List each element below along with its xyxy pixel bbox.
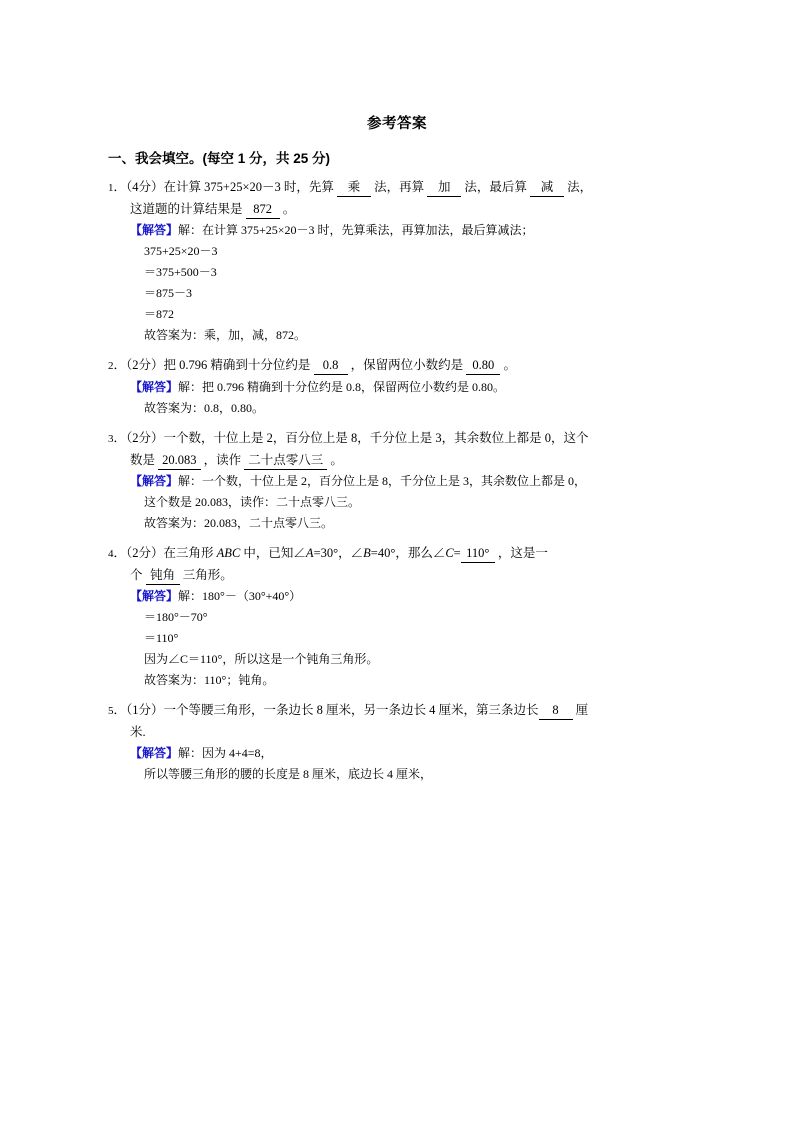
question-number-separator: ．: [113, 358, 127, 372]
math-variable: C: [445, 546, 454, 560]
solution-text: 解：180°－（30°+40°）: [178, 589, 302, 603]
page-title: 参考答案: [367, 116, 427, 132]
solution-text: 解：在计算 375+25×20－3 时，先算乘法，再算加法，最后算减法；: [178, 223, 534, 237]
question-line: [108, 355, 686, 377]
question-line-continued: [108, 565, 686, 586]
question-block: [108, 700, 686, 785]
math-variable: B: [363, 546, 371, 560]
question-text: 。: [327, 453, 343, 467]
question-text: =30°，∠: [313, 546, 364, 560]
question-text: 一个数，十位上是 2，百分位上是 8，千分位上是 3，其余数位上都是 0，这个: [163, 431, 589, 445]
question-line: [108, 543, 686, 565]
question-text: 中，已知∠: [240, 546, 306, 560]
solution-line: ＝875－3: [144, 286, 193, 300]
question-line-continued: [108, 722, 686, 743]
question-number-separator: ．: [113, 703, 127, 717]
solution-line: 故答案为：0.8，0.80。: [144, 401, 265, 415]
question-text: =40°，那么∠: [370, 546, 446, 560]
questions-container: [108, 177, 686, 785]
question-text: ，保留两位小数约是: [347, 358, 467, 372]
solution-line: 故答案为：乘，加，减，872。: [144, 328, 307, 342]
question-text: 法，: [564, 180, 593, 194]
answer-blank: 减: [530, 179, 564, 197]
question-text: 把 0.796 精确到十分位约是: [163, 358, 314, 372]
question-text: =: [453, 546, 461, 560]
question-text: 这道题的计算结果是: [130, 202, 246, 216]
solution-line: ＝872: [144, 307, 175, 321]
question-block: [108, 428, 686, 534]
answer-blank: 加: [427, 179, 461, 197]
solution-first-line: [108, 471, 686, 492]
question-text: 数是: [130, 453, 159, 467]
question-text: 。: [279, 202, 296, 216]
question-text: 在计算 375+25×20－3 时，先算: [163, 180, 338, 194]
question-number: 1: [108, 182, 114, 194]
question-score: （2分）: [126, 546, 164, 560]
solution-line: 所以等腰三角形的腰的长度是 8 厘米，底边长 4 厘米，: [144, 767, 433, 781]
question-number-separator: ．: [113, 180, 127, 194]
question-text: 法，最后算: [461, 180, 531, 194]
question-number-separator: ．: [113, 431, 127, 445]
answer-blank: 二十点零八三: [244, 452, 327, 470]
answer-blank: 0.8: [314, 357, 348, 375]
solution-first-line: [108, 743, 686, 764]
answer-blank: 乘: [337, 179, 371, 197]
solution-tag: 【解答】: [130, 380, 179, 394]
question-line: [108, 700, 686, 722]
solution-text: 解：因为 4+4=8，: [178, 746, 273, 760]
solution-text: 解：一个数，十位上是 2，百分位上是 8，千分位上是 3，其余数位上都是 0，: [178, 474, 587, 488]
solution-first-line: [108, 220, 686, 241]
solution-tag: 【解答】: [130, 474, 179, 488]
question-text: ，读作: [200, 453, 245, 467]
answer-blank: 8: [539, 702, 573, 720]
answer-blank: 110°: [461, 545, 495, 563]
math-variable: ABC: [216, 546, 241, 560]
solution-first-line: [108, 377, 686, 398]
solution-tag: 【解答】: [130, 746, 179, 760]
question-text: 一个等腰三角形，一条边长 8 厘米，另一条边长 4 厘米，第三条边长: [163, 703, 539, 717]
solution-line: 故答案为：110°；钝角。: [144, 673, 275, 687]
solution-tag: 【解答】: [130, 589, 179, 603]
answer-blank: 872: [246, 201, 280, 219]
solution-line: 这个数是 20.083，读作：二十点零八三。: [144, 495, 361, 509]
question-block: [108, 543, 686, 691]
solution-tag: 【解答】: [130, 223, 179, 237]
solution-line: ＝110°: [144, 631, 179, 645]
question-score: （2分）: [126, 358, 164, 372]
question-block: [108, 355, 686, 419]
question-number-separator: ．: [113, 546, 127, 560]
question-line-continued: [108, 199, 686, 220]
solution-line: 故答案为：20.083，二十点零八三。: [144, 516, 334, 530]
solution-first-line: [108, 586, 686, 607]
question-text: 三角形。: [179, 568, 233, 582]
math-variable: A: [305, 546, 314, 560]
solution-line: 因为∠C＝110°，所以这是一个钝角三角形。: [144, 652, 379, 666]
question-text: 法，再算: [371, 180, 428, 194]
question-number: 3: [108, 433, 114, 445]
question-line-continued: [108, 450, 686, 471]
question-score: （4分）: [126, 180, 164, 194]
solution-line: 375+25×20－3: [144, 244, 218, 258]
question-score: （2分）: [126, 431, 164, 445]
question-block: [108, 177, 686, 346]
solution-text: 解：把 0.796 精确到十分位约是 0.8，保留两位小数约是 0.80。: [178, 380, 506, 394]
question-text: 个: [130, 568, 146, 582]
question-score: （1分）: [126, 703, 164, 717]
question-text: 。: [500, 358, 516, 372]
answer-blank: 20.083: [158, 452, 200, 470]
question-line: [108, 177, 686, 199]
question-number: 2: [108, 360, 114, 372]
section-heading: 一、我会填空。(每空 1 分，共 25 分): [108, 151, 331, 166]
question-text: 米.: [130, 725, 146, 739]
question-text: ，这是一: [494, 546, 548, 560]
solution-line: ＝375+500－3: [144, 265, 217, 279]
question-number: 5: [108, 705, 114, 717]
question-text: 厘: [572, 703, 589, 717]
question-number: 4: [108, 548, 114, 560]
question-text: 在三角形: [163, 546, 217, 560]
question-line: [108, 428, 686, 450]
answer-blank: 0.80: [466, 357, 500, 375]
answer-blank: 钝角: [146, 567, 180, 585]
solution-line: ＝180°－70°: [144, 610, 208, 624]
